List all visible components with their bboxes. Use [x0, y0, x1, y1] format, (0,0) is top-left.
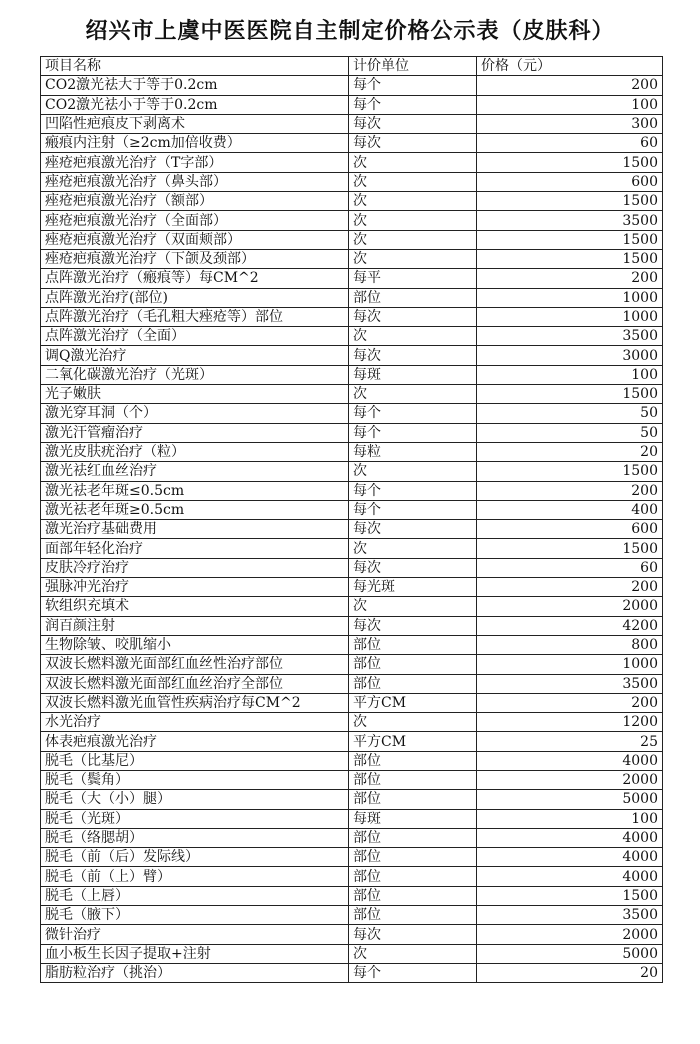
- table-cell-unit: 次: [349, 462, 477, 481]
- table-row: [41, 520, 663, 539]
- table-cell-item: 血小板生长因子提取+注射: [41, 944, 349, 963]
- table-cell-unit: 每个: [349, 963, 477, 982]
- table-cell-price: 20: [477, 442, 663, 461]
- table-row: [41, 76, 663, 95]
- table-cell-unit: 每个: [349, 423, 477, 442]
- table-cell-price: 800: [477, 635, 663, 654]
- table-row: [41, 616, 663, 635]
- table-cell-item: 痤疮疤痕激光治疗（下颌及颈部）: [41, 249, 349, 268]
- table-cell-price: 200: [477, 578, 663, 597]
- table-row: [41, 597, 663, 616]
- table-cell-item: 凹陷性疤痕皮下剥离术: [41, 114, 349, 133]
- table-cell-item: 痤疮疤痕激光治疗（全面部）: [41, 211, 349, 230]
- table-cell-unit: 每次: [349, 307, 477, 326]
- table-cell-unit: 每斑: [349, 365, 477, 384]
- table-cell-price: 1000: [477, 288, 663, 307]
- table-cell-price: 1500: [477, 249, 663, 268]
- table-cell-price: 60: [477, 134, 663, 153]
- table-cell-unit: 每次: [349, 520, 477, 539]
- table-cell-unit: 部位: [349, 848, 477, 867]
- table-row: [41, 558, 663, 577]
- table-cell-unit: 部位: [349, 828, 477, 847]
- table-cell-unit: 每个: [349, 404, 477, 423]
- table-row: [41, 249, 663, 268]
- price-table: [40, 56, 663, 983]
- table-row: [41, 500, 663, 519]
- table-row: [41, 172, 663, 191]
- table-cell-unit: 每次: [349, 114, 477, 133]
- table-row: [41, 269, 663, 288]
- table-row: [41, 809, 663, 828]
- table-cell-item: 脱毛（前（后）发际线）: [41, 848, 349, 867]
- table-cell-price: 1200: [477, 713, 663, 732]
- table-cell-price: 1500: [477, 886, 663, 905]
- table-cell-item: 二氧化碳激光治疗（光斑）: [41, 365, 349, 384]
- table-cell-price: 3500: [477, 906, 663, 925]
- table-cell-price: 1500: [477, 230, 663, 249]
- table-cell-unit: 每个: [349, 500, 477, 519]
- table-cell-price: 200: [477, 269, 663, 288]
- table-cell-price: 600: [477, 520, 663, 539]
- table-row: [41, 655, 663, 674]
- table-cell-item: 脱毛（光斑）: [41, 809, 349, 828]
- table-cell-unit: 部位: [349, 751, 477, 770]
- table-cell-unit: 次: [349, 172, 477, 191]
- table-cell-item: 激光皮肤疣治疗（粒）: [41, 442, 349, 461]
- table-cell-unit: 每斑: [349, 809, 477, 828]
- table-cell-item: 水光治疗: [41, 713, 349, 732]
- table-row: [41, 944, 663, 963]
- table-cell-unit: 每个: [349, 95, 477, 114]
- table-cell-price: 3500: [477, 211, 663, 230]
- table-cell-unit: 次: [349, 327, 477, 346]
- table-row: [41, 95, 663, 114]
- table-cell-item: 痤疮疤痕激光治疗（双面颊部）: [41, 230, 349, 249]
- table-cell-item: 脱毛（前（上）臂）: [41, 867, 349, 886]
- table-cell-item: 双波长燃料激光血管性疾病治疗每CM^2: [41, 693, 349, 712]
- table-cell-unit: 每平: [349, 269, 477, 288]
- table-cell-item: 光子嫩肤: [41, 385, 349, 404]
- table-cell-item: 点阵激光治疗（毛孔粗大痤疮等）部位: [41, 307, 349, 326]
- table-cell-unit: 次: [349, 385, 477, 404]
- table-cell-unit: 每次: [349, 134, 477, 153]
- table-cell-item: 皮肤冷疗治疗: [41, 558, 349, 577]
- table-cell-item: CO2激光祛大于等于0.2cm: [41, 76, 349, 95]
- table-cell-price: 3000: [477, 346, 663, 365]
- table-cell-price: 200: [477, 693, 663, 712]
- table-cell-price: 200: [477, 481, 663, 500]
- table-cell-price: 2000: [477, 925, 663, 944]
- table-cell-item: 瘢痕内注射（≥2cm加倍收费）: [41, 134, 349, 153]
- table-row: [41, 134, 663, 153]
- table-cell-item: 激光祛老年斑≤0.5cm: [41, 481, 349, 500]
- table-header-row: [41, 57, 663, 76]
- table-cell-price: 20: [477, 963, 663, 982]
- table-cell-item: 激光祛老年斑≥0.5cm: [41, 500, 349, 519]
- table-cell-unit: 部位: [349, 867, 477, 886]
- table-row: [41, 442, 663, 461]
- table-cell-item: 点阵激光治疗（全面）: [41, 327, 349, 346]
- page-title: 绍兴市上虞中医医院自主制定价格公示表（皮肤科）: [85, 19, 615, 44]
- table-row: [41, 693, 663, 712]
- table-cell-item: 调Q激光治疗: [41, 346, 349, 365]
- table-row: [41, 404, 663, 423]
- column-header-price: 价格（元）: [477, 57, 663, 76]
- table-cell-unit: 每次: [349, 346, 477, 365]
- table-cell-unit: 部位: [349, 655, 477, 674]
- table-cell-unit: 每光斑: [349, 578, 477, 597]
- table-cell-unit: 每次: [349, 616, 477, 635]
- table-row: [41, 770, 663, 789]
- table-cell-price: 4000: [477, 828, 663, 847]
- table-cell-item: 点阵激光治疗(部位): [41, 288, 349, 307]
- table-cell-price: 100: [477, 365, 663, 384]
- column-header-unit: 计价单位: [349, 57, 477, 76]
- table-cell-item: 微针治疗: [41, 925, 349, 944]
- table-row: [41, 365, 663, 384]
- table-row: [41, 288, 663, 307]
- table-cell-price: 4000: [477, 751, 663, 770]
- table-cell-unit: 次: [349, 713, 477, 732]
- table-cell-unit: 次: [349, 249, 477, 268]
- table-cell-price: 1500: [477, 192, 663, 211]
- table-cell-unit: 每个: [349, 481, 477, 500]
- table-cell-unit: 每次: [349, 558, 477, 577]
- table-cell-item: 激光穿耳洞（个）: [41, 404, 349, 423]
- table-cell-price: 200: [477, 76, 663, 95]
- table-cell-item: 脱毛（腋下）: [41, 906, 349, 925]
- table-cell-price: 2000: [477, 770, 663, 789]
- table-cell-unit: 部位: [349, 790, 477, 809]
- table-cell-item: 激光祛红血丝治疗: [41, 462, 349, 481]
- table-row: [41, 790, 663, 809]
- table-cell-item: 脱毛（鬓角）: [41, 770, 349, 789]
- table-row: [41, 886, 663, 905]
- table-row: [41, 906, 663, 925]
- table-row: [41, 713, 663, 732]
- table-cell-price: 1500: [477, 539, 663, 558]
- table-cell-unit: 次: [349, 230, 477, 249]
- table-row: [41, 635, 663, 654]
- table-cell-item: 强脉冲光治疗: [41, 578, 349, 597]
- table-cell-unit: 次: [349, 153, 477, 172]
- table-row: [41, 192, 663, 211]
- table-cell-price: 1000: [477, 655, 663, 674]
- table-cell-price: 2000: [477, 597, 663, 616]
- table-row: [41, 539, 663, 558]
- table-cell-item: 脱毛（比基尼）: [41, 751, 349, 770]
- table-cell-item: 脂肪粒治疗（挑治）: [41, 963, 349, 982]
- table-row: [41, 423, 663, 442]
- table-cell-unit: 部位: [349, 886, 477, 905]
- table-cell-price: 4200: [477, 616, 663, 635]
- table-cell-item: 痤疮疤痕激光治疗（鼻头部）: [41, 172, 349, 191]
- table-body: [41, 76, 663, 983]
- table-cell-price: 5000: [477, 790, 663, 809]
- table-row: [41, 327, 663, 346]
- table-cell-item: CO2激光祛小于等于0.2cm: [41, 95, 349, 114]
- table-cell-unit: 平方CM: [349, 693, 477, 712]
- table-cell-price: 25: [477, 732, 663, 751]
- table-row: [41, 211, 663, 230]
- table-cell-price: 4000: [477, 867, 663, 886]
- table-cell-item: 痤疮疤痕激光治疗（额部）: [41, 192, 349, 211]
- table-cell-price: 50: [477, 423, 663, 442]
- table-cell-unit: 每个: [349, 76, 477, 95]
- table-row: [41, 230, 663, 249]
- table-cell-unit: 每次: [349, 925, 477, 944]
- table-cell-unit: 部位: [349, 635, 477, 654]
- table-cell-unit: 次: [349, 211, 477, 230]
- table-row: [41, 481, 663, 500]
- table-cell-price: 400: [477, 500, 663, 519]
- table-row: [41, 848, 663, 867]
- table-cell-price: 5000: [477, 944, 663, 963]
- table-row: [41, 114, 663, 133]
- table-row: [41, 385, 663, 404]
- table-row: [41, 751, 663, 770]
- table-cell-unit: 每粒: [349, 442, 477, 461]
- table-cell-price: 50: [477, 404, 663, 423]
- table-row: [41, 153, 663, 172]
- table-row: [41, 578, 663, 597]
- table-cell-price: 600: [477, 172, 663, 191]
- table-cell-price: 100: [477, 809, 663, 828]
- table-cell-price: 1500: [477, 385, 663, 404]
- table-cell-item: 激光治疗基础费用: [41, 520, 349, 539]
- table-cell-item: 脱毛（上唇）: [41, 886, 349, 905]
- table-cell-item: 脱毛（络腮胡）: [41, 828, 349, 847]
- table-cell-unit: 平方CM: [349, 732, 477, 751]
- table-cell-price: 1000: [477, 307, 663, 326]
- table-cell-item: 润百颜注射: [41, 616, 349, 635]
- table-cell-item: 双波长燃料激光面部红血丝性治疗部位: [41, 655, 349, 674]
- column-header-item: 项目名称: [41, 57, 349, 76]
- table-cell-price: 100: [477, 95, 663, 114]
- table-cell-item: 体表疤痕激光治疗: [41, 732, 349, 751]
- table-row: [41, 346, 663, 365]
- table-row: [41, 925, 663, 944]
- table-cell-price: 300: [477, 114, 663, 133]
- table-cell-price: 1500: [477, 153, 663, 172]
- table-cell-unit: 部位: [349, 906, 477, 925]
- table-cell-unit: 次: [349, 597, 477, 616]
- table-row: [41, 867, 663, 886]
- table-row: [41, 828, 663, 847]
- table-cell-price: 3500: [477, 674, 663, 693]
- table-cell-price: 3500: [477, 327, 663, 346]
- table-cell-item: 激光汗管瘤治疗: [41, 423, 349, 442]
- table-row: [41, 462, 663, 481]
- table-row: [41, 963, 663, 982]
- table-cell-unit: 部位: [349, 674, 477, 693]
- table-cell-unit: 次: [349, 539, 477, 558]
- table-cell-unit: 部位: [349, 770, 477, 789]
- table-cell-item: 生物除皱、咬肌缩小: [41, 635, 349, 654]
- table-cell-item: 软组织充填术: [41, 597, 349, 616]
- table-cell-item: 双波长燃料激光面部红血丝治疗全部位: [41, 674, 349, 693]
- table-cell-unit: 次: [349, 192, 477, 211]
- table-cell-price: 1500: [477, 462, 663, 481]
- table-row: [41, 732, 663, 751]
- table-row: [41, 307, 663, 326]
- table-row: [41, 674, 663, 693]
- table-cell-price: 4000: [477, 848, 663, 867]
- table-cell-item: 点阵激光治疗（瘢痕等）每CM^2: [41, 269, 349, 288]
- table-cell-item: 痤疮疤痕激光治疗（T字部）: [41, 153, 349, 172]
- table-cell-price: 60: [477, 558, 663, 577]
- table-cell-unit: 部位: [349, 288, 477, 307]
- table-cell-item: 脱毛（大（小）腿）: [41, 790, 349, 809]
- table-cell-unit: 次: [349, 944, 477, 963]
- table-cell-item: 面部年轻化治疗: [41, 539, 349, 558]
